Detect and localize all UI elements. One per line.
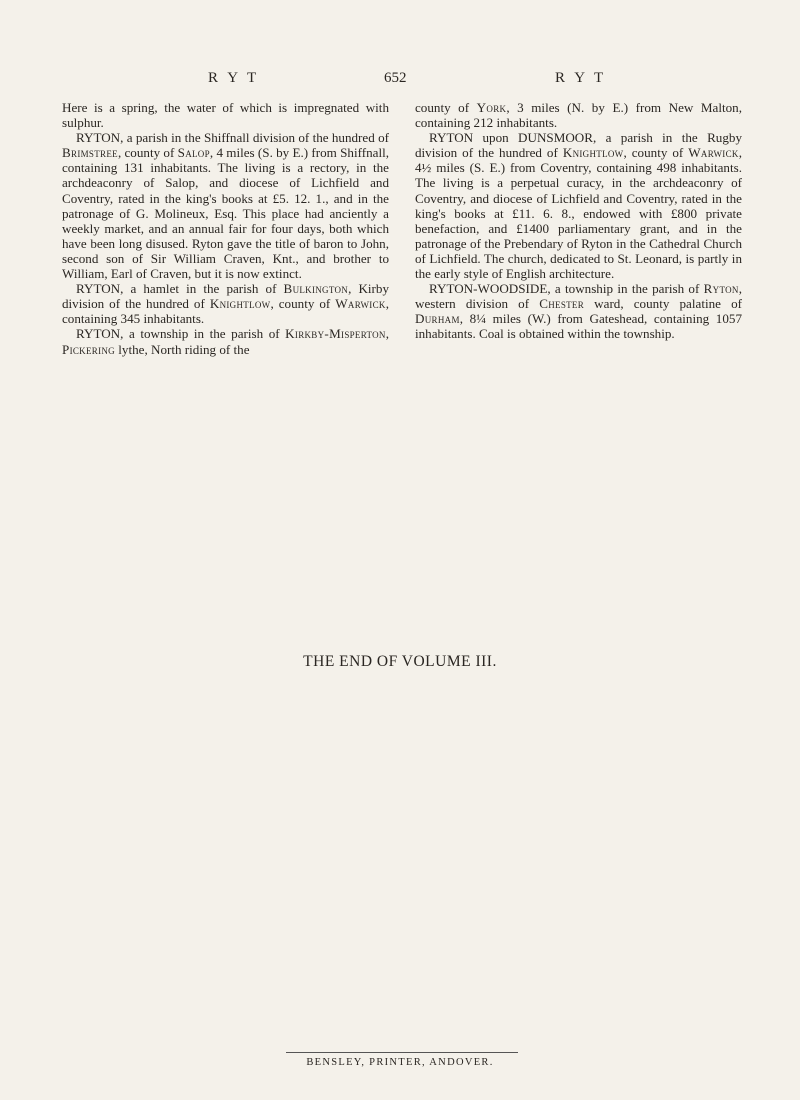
place-name: York: [476, 100, 507, 115]
entry-continuation: [415, 100, 742, 130]
text: lythe, North riding of the: [114, 341, 250, 357]
entry-continuation: Here is a spring, the water of which is impregnated with sulphur.: [62, 100, 389, 131]
text: RYTON, a hamlet in the parish of: [76, 281, 284, 297]
text: , Kirby division of the hundred of: [62, 281, 389, 312]
place-name: Warwick: [335, 296, 386, 312]
text: , 4½ miles (S. E.) from Coventry, containing 498 inhabitants. The living is a perpetual curacy, in the archdeaconry of Coventry, and diocese of Lichfield and Coventry, rated in the king's books at £11. 6. 8., endowed with £800 private benefaction, and £1400 parliamentary grant, and in the patronage of the Prebendary of Ryton in the Cathedral Church of Lichfield. The church, dedicated to St. Leonard, is partly in the early style of English architecture.: [415, 145, 742, 282]
place-name: Pickering: [62, 341, 115, 357]
text: , county of: [117, 145, 178, 161]
place-name: Bulkington: [283, 281, 349, 297]
place-name: Salop: [177, 145, 210, 161]
end-of-volume-note: THE END OF VOLUME III.: [303, 653, 497, 670]
text: RYTON, a township in the parish of: [76, 326, 286, 342]
right-column: [415, 100, 742, 357]
place-name: Kirkby-Misperton: [285, 326, 386, 342]
header-left: R Y T: [208, 70, 260, 86]
text: , county of: [270, 296, 336, 312]
text: , containing 345 inhabitants.: [62, 296, 389, 327]
text: ,: [385, 326, 389, 342]
text: ward, county palatine of: [584, 296, 742, 312]
entry-ryton-dunsmoor: [415, 130, 742, 281]
running-header: [0, 70, 800, 90]
printer-rule: [286, 1052, 518, 1053]
text: , western division of: [415, 281, 742, 312]
text: RYTON-WOODSIDE, a township in the parish of: [429, 281, 704, 297]
printer-imprint: BENSLEY, PRINTER, ANDOVER.: [306, 1057, 494, 1068]
entry-ryton-woodside: [415, 281, 742, 341]
text: , 8¼ miles (W.) from Gateshead, containing 1057 inhabitants. Coal is obtained within the township.: [415, 311, 742, 342]
text: county of: [415, 100, 477, 115]
left-column: [62, 100, 389, 357]
place-name: Warwick: [688, 145, 739, 161]
entry-ryton-bulkington: [62, 281, 389, 326]
place-name: Knightlow: [562, 145, 624, 161]
text: , county of: [623, 145, 689, 161]
place-name: Brimstree: [62, 145, 118, 161]
text: , 3 miles (N. by E.) from New Malton, containing 212 inhabitants.: [415, 100, 743, 131]
place-name: Knightlow: [209, 296, 271, 312]
entry-ryton-salop: [62, 130, 389, 281]
text: RYTON upon DUNSMOOR, a parish in the Rugby division of the hundred of: [415, 130, 742, 161]
place-name: Durham: [415, 311, 460, 327]
entry-ryton-kirkby: [62, 326, 389, 356]
place-name: Ryton: [703, 281, 739, 297]
text-columns: [62, 100, 742, 357]
text: , 4 miles (S. by E.) from Shiffnall, containing 131 inhabitants. The living is a rectory, in the archdeaconry of Salop, and diocese of Lichfield and Coventry, rated in the king's books at £5. 12. 1., and in the patronage of G. Molineux, Esq. This place had anciently a weekly market, and an annual fair for four days, both which have been long disused. Ryton gave the title of baron to John, second son of Sir William Craven, Knt., and brother to William, Earl of Craven, but it is now extinct.: [62, 145, 390, 282]
text: RYTON, a parish in the Shiffnall division of the hundred of: [76, 130, 389, 146]
page-number: 652: [384, 70, 407, 86]
place-name: Chester: [539, 296, 585, 312]
header-right: R Y T: [555, 70, 607, 86]
